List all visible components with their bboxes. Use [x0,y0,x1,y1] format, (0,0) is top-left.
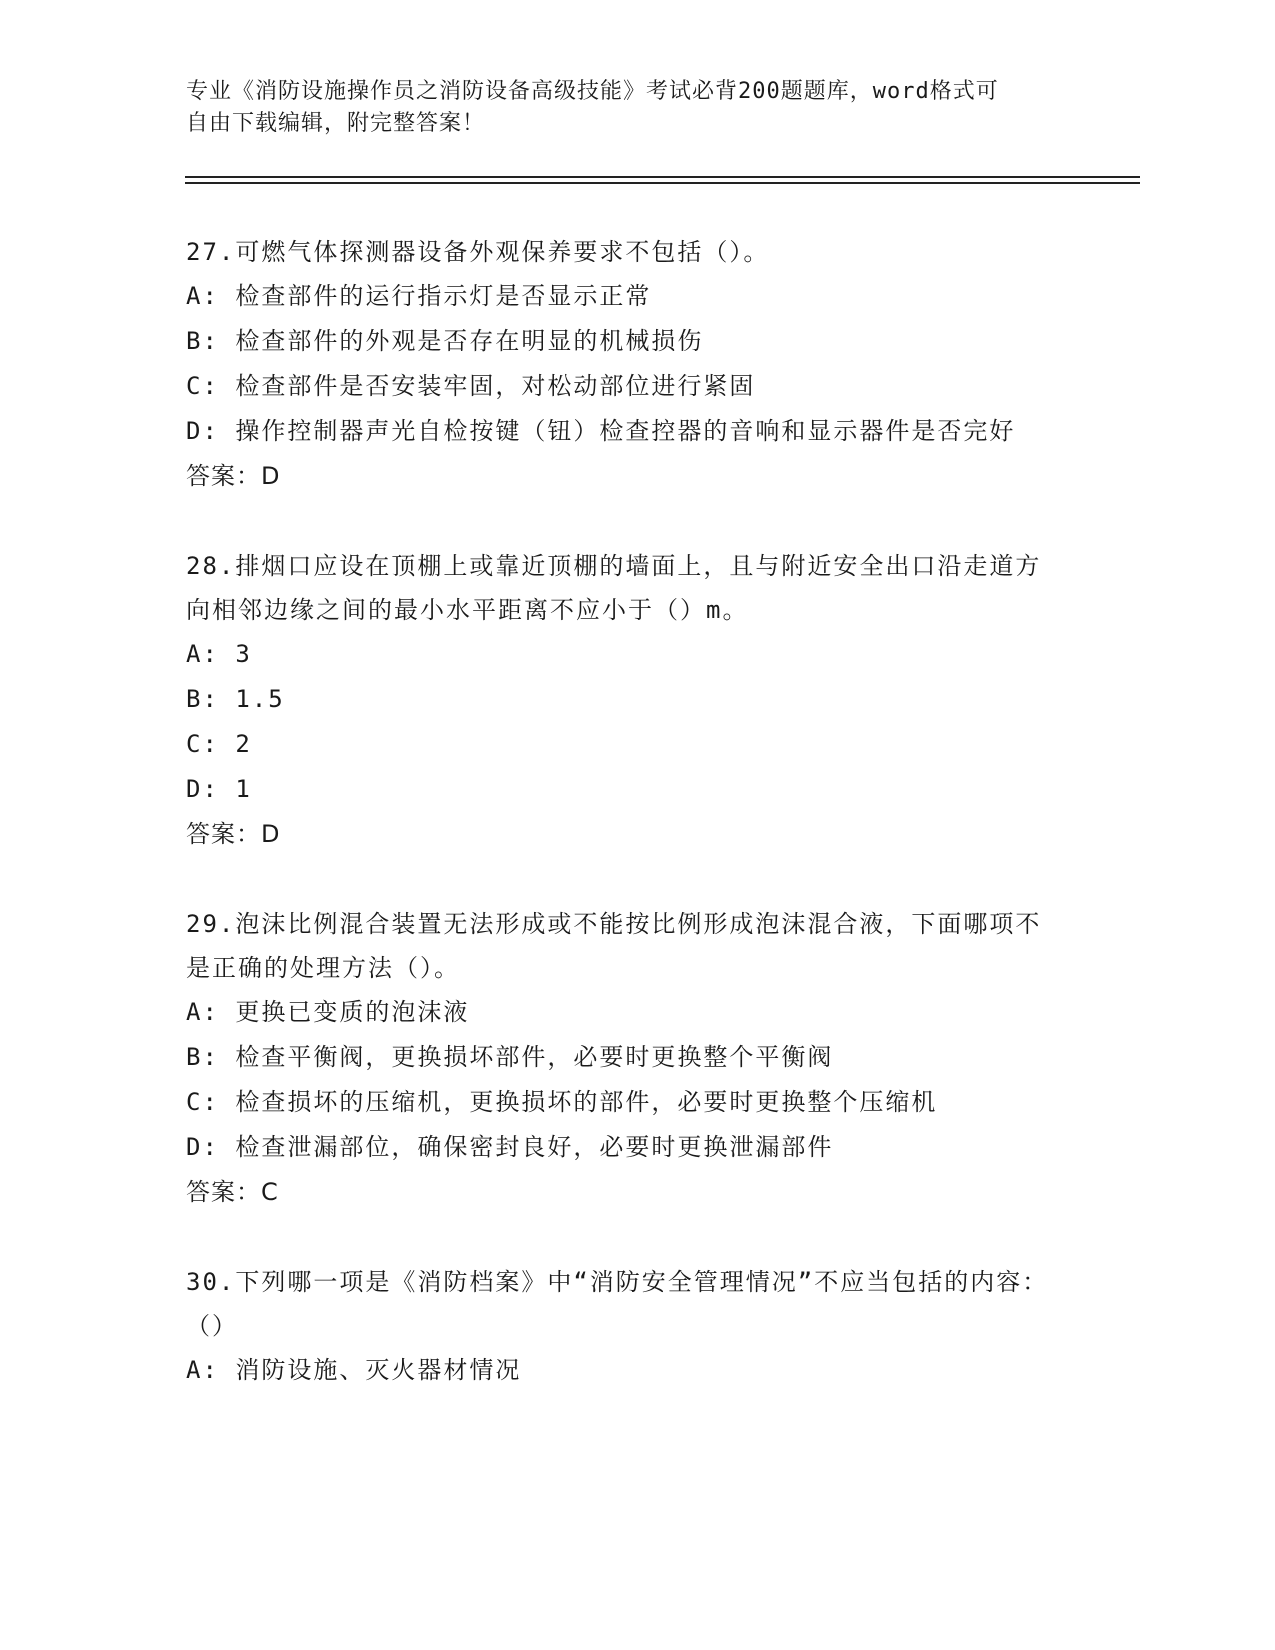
question-text: 28.排烟口应设在顶棚上或靠近顶棚的墙面上，且与附近安全出口沿走道方向相邻边缘之间的最小水平距离不应小于（）m。 [186,552,1042,624]
question-27 [186,230,1066,499]
option-b: B: 检查平衡阀，更换损坏部件，必要时更换整个平衡阀 [186,1043,834,1071]
header-line-1: 专业《消防设施操作员之消防设备高级技能》考试必背200题题库，word格式可 [186,79,999,104]
question-28 [186,544,1066,857]
option-b: B: 检查部件的外观是否存在明显的机械损伤 [186,327,704,355]
question-text: 29.泡沫比例混合装置无法形成或不能按比例形成泡沫混合液，下面哪项不是正确的处理方法（）。 [186,910,1042,982]
option-c: C: 检查部件是否安装牢固，对松动部位进行紧固 [186,372,756,400]
header-line-2: 自由下载编辑，附完整答案！ [186,111,486,136]
option-d: D: 检查泄漏部位，确保密封良好，必要时更换泄漏部件 [186,1133,834,1161]
document-header [186,76,1066,140]
question-29 [186,902,1066,1215]
option-c: C: 检查损坏的压缩机，更换损坏的部件，必要时更换整个压缩机 [186,1088,938,1116]
option-b: B: 1.5 [186,685,285,713]
header-divider-bottom [185,182,1140,184]
answer-label: 答案：C [186,1178,279,1206]
option-a: A: 检查部件的运行指示灯是否显示正常 [186,282,652,310]
question-text: 30.下列哪一项是《消防档案》中“消防安全管理情况”不应当包括的内容：（） [186,1268,1049,1340]
option-d: D: 操作控制器声光自检按键（钮）检查控器的音响和显示器件是否完好 [186,417,1016,445]
answer-label: 答案：D [186,462,281,490]
question-30 [186,1260,1066,1393]
answer-label: 答案：D [186,820,281,848]
option-c: C: 2 [186,730,252,758]
option-a: A: 更换已变质的泡沫液 [186,998,470,1026]
option-a: A: 消防设施、灭火器材情况 [186,1356,522,1384]
question-list [186,230,1066,1438]
header-divider-top [185,176,1140,178]
option-d: D: 1 [186,775,252,803]
option-a: A: 3 [186,640,252,668]
question-text: 27.可燃气体探测器设备外观保养要求不包括（）。 [186,238,770,266]
